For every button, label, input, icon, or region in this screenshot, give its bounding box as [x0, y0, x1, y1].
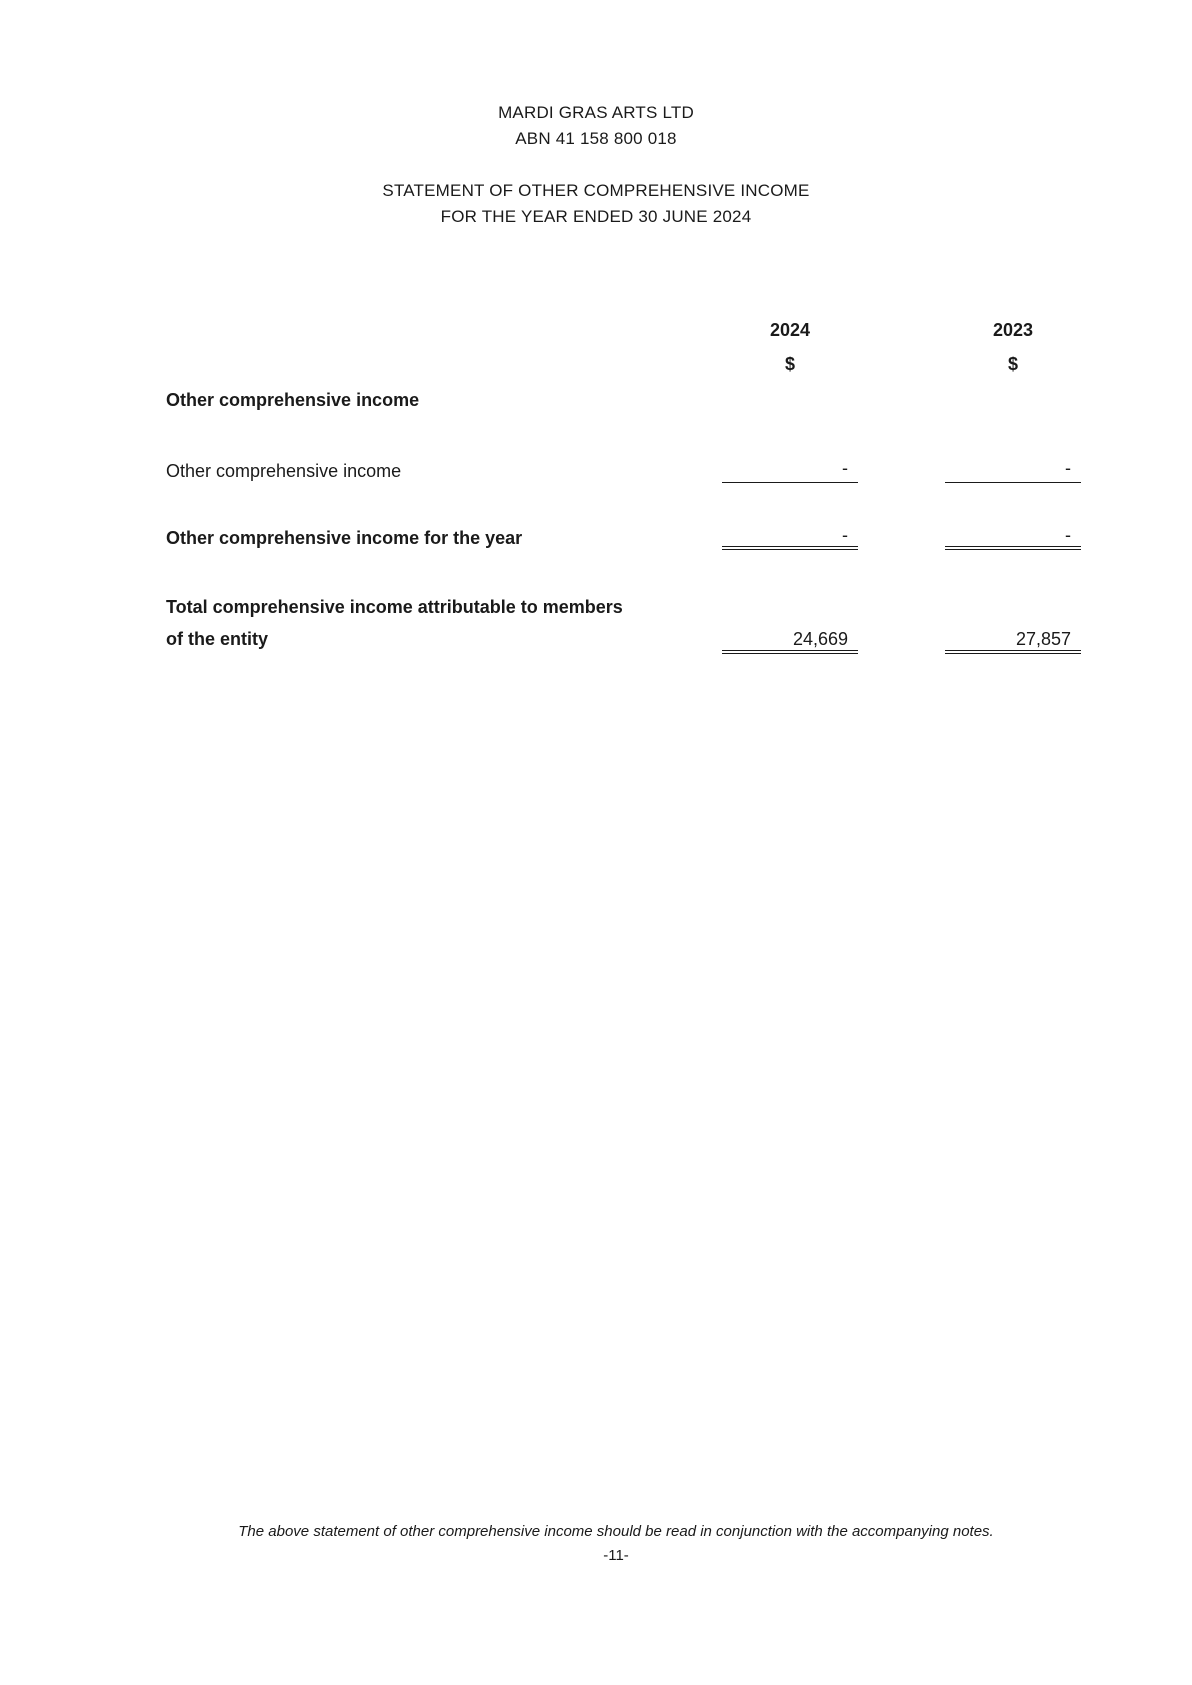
column-header-2024 [722, 313, 858, 381]
company-header [0, 100, 1192, 152]
oci-value-2023: - [945, 453, 1081, 483]
statement-header [0, 178, 1192, 230]
column-unit: $ [1007, 354, 1018, 374]
company-abn: ABN 41 158 800 018 [515, 129, 677, 148]
page-number: -11- [603, 1547, 629, 1564]
total-label-line2: of the entity [166, 629, 268, 649]
total-value-2024: 24,669 [722, 624, 858, 654]
oci-year-label: Other comprehensive income for the year [166, 528, 523, 548]
column-year: 2024 [769, 320, 811, 340]
statement-period: FOR THE YEAR ENDED 30 JUNE 2024 [440, 207, 752, 226]
column-year: 2023 [992, 320, 1034, 340]
oci-year-value-2024: - [722, 520, 858, 550]
column-unit: $ [784, 354, 795, 374]
oci-label: Other comprehensive income [166, 461, 402, 481]
footer-note: The above statement of other comprehensive income should be read in conjunction with the accompanying notes. [238, 1523, 994, 1540]
company-name: MARDI GRAS ARTS LTD [498, 103, 694, 122]
column-header-2023 [945, 313, 1081, 381]
total-label-line1: Total comprehensive income attributable to members [166, 597, 623, 617]
total-value-2023: 27,857 [945, 624, 1081, 654]
oci-year-value-2023: - [945, 520, 1081, 550]
statement-title: STATEMENT OF OTHER COMPREHENSIVE INCOME [382, 181, 810, 200]
section-heading: Other comprehensive income [166, 390, 420, 410]
oci-value-2024: - [722, 453, 858, 483]
